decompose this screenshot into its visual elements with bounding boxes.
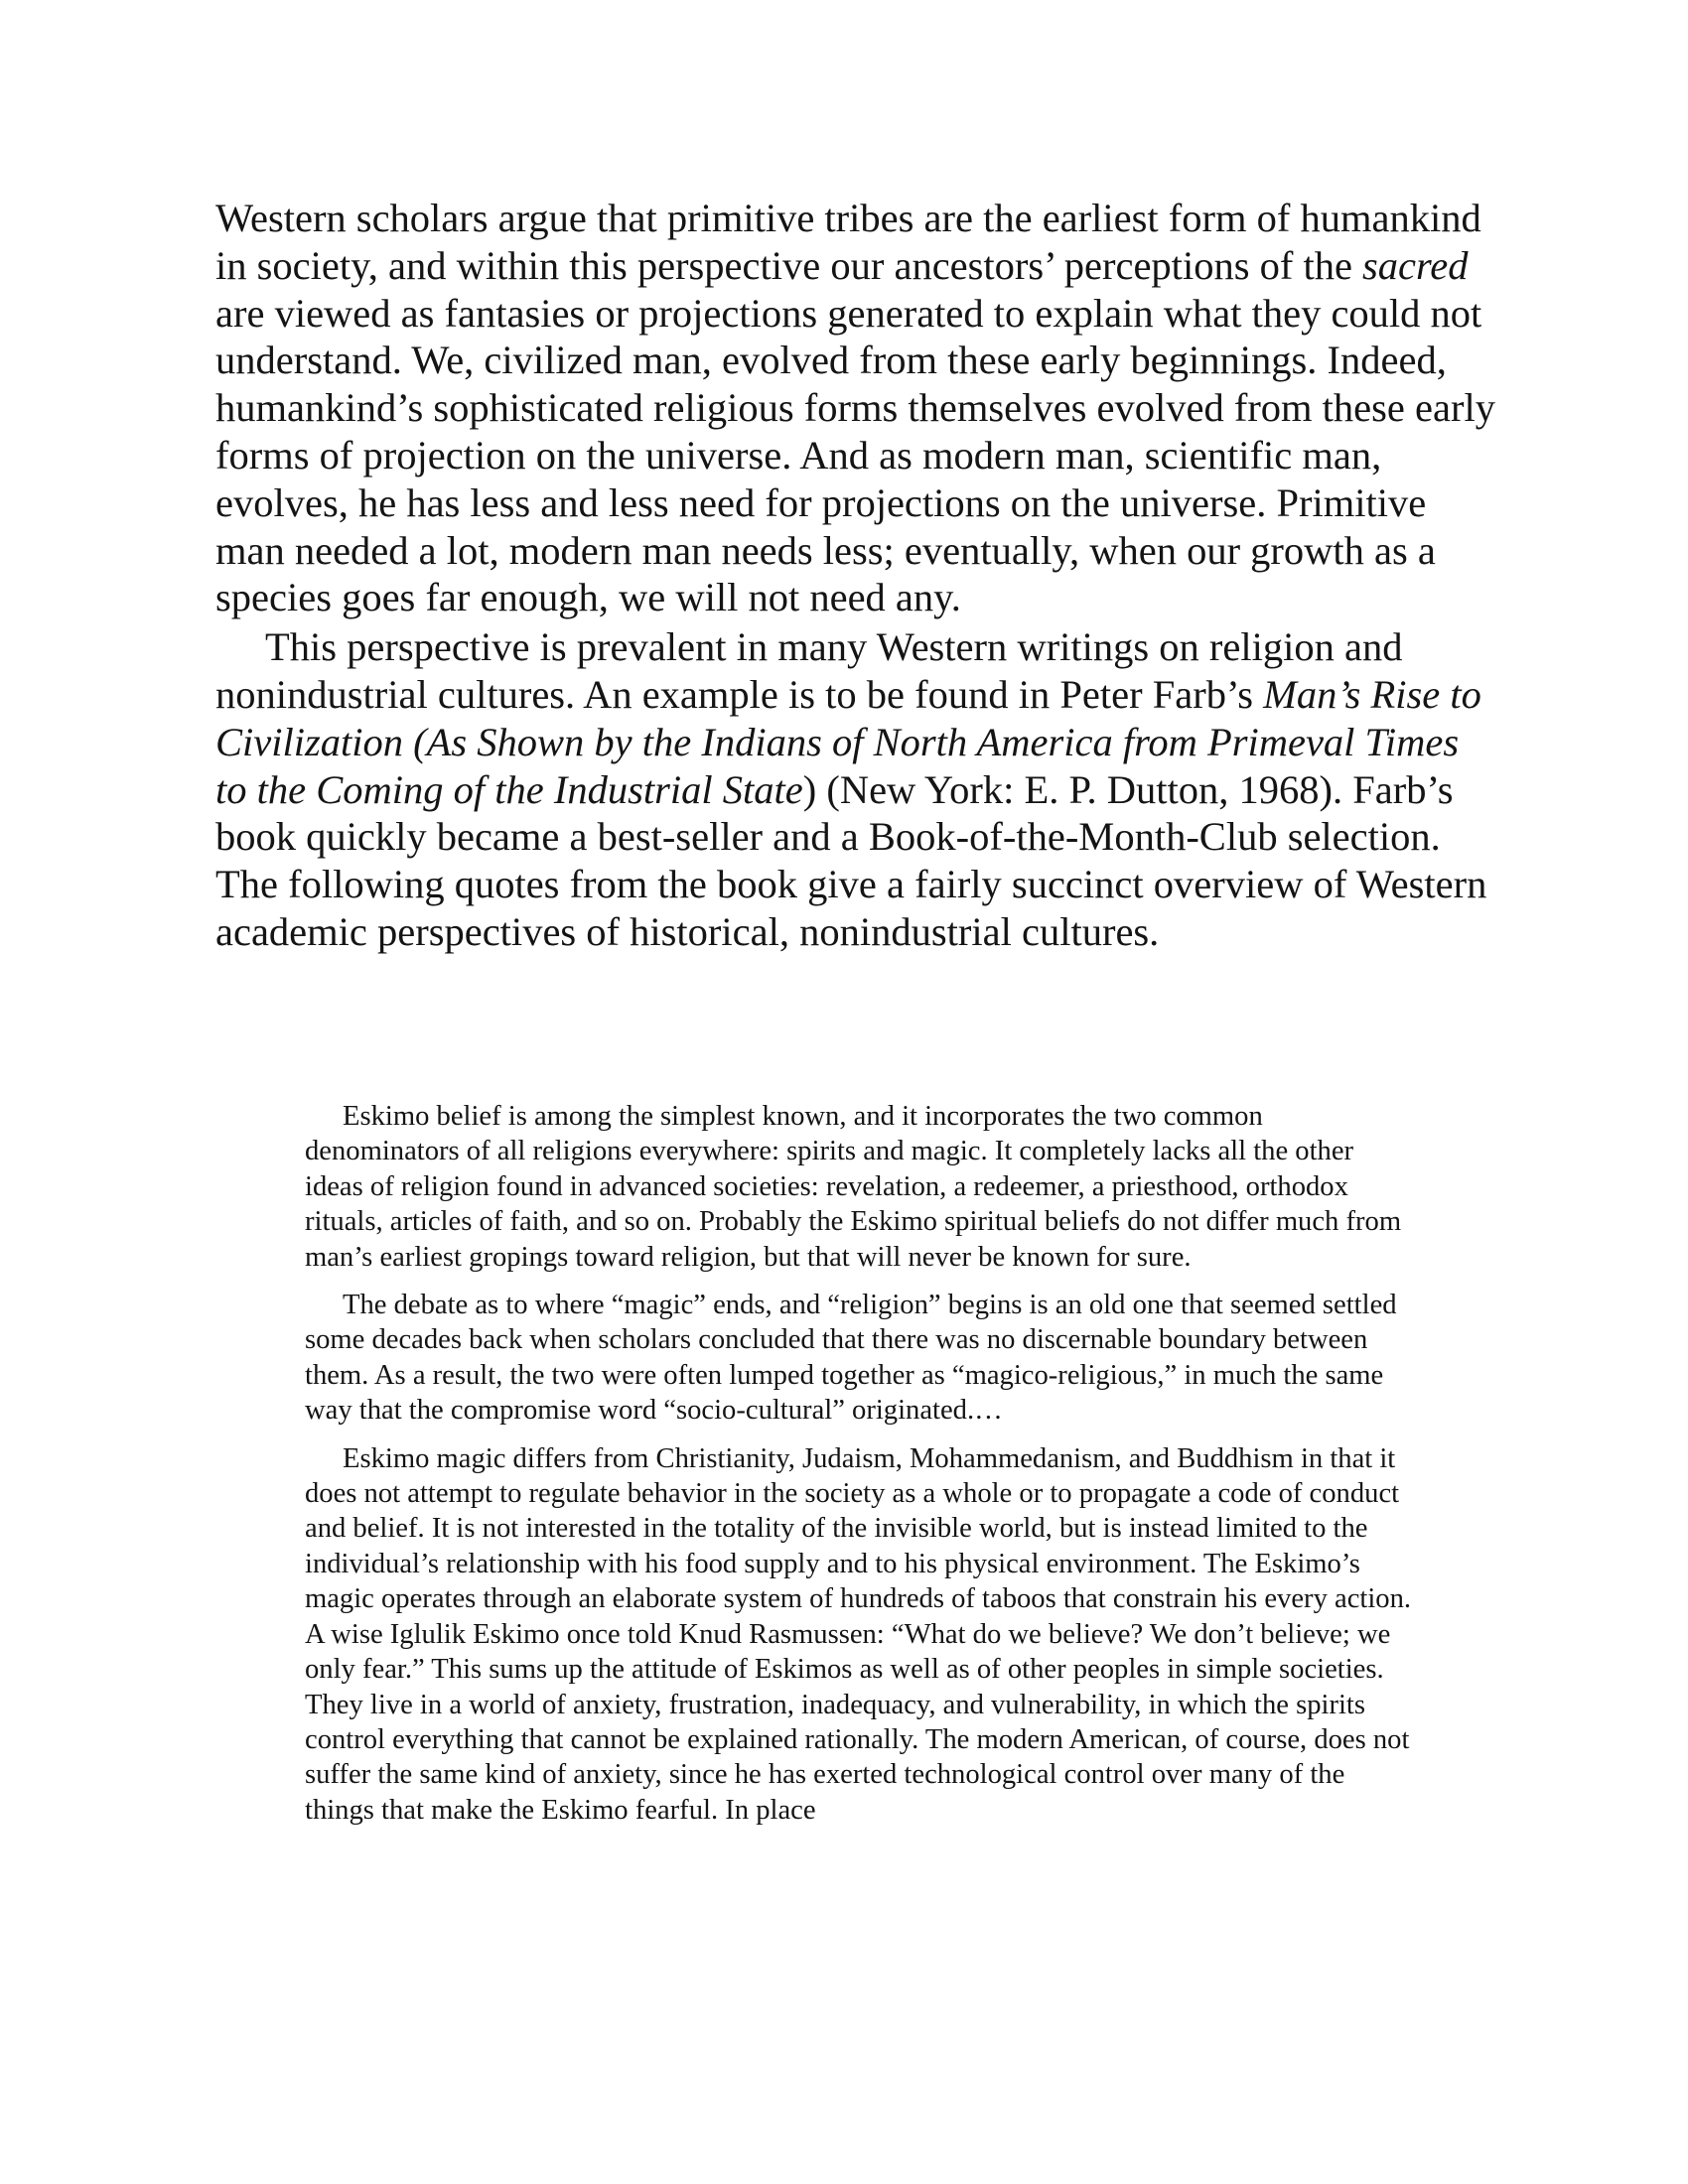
paragraph-1-text-b: are viewed as fantasies or projections generated to explain what they could not understand. We, civilized man, evolved from these early beginnings. Indeed, humankind’s sophisticated religious forms themselves evolved from these early forms of projection on the universe. And as modern man, scientific man, evolves, he has less and less need for projections on the universe. Primitive man needed a lot, modern man needs less; eventually, when our growth as a species goes far enough, we will not need any. <box>215 290 1495 620</box>
paragraph-2 <box>215 623 1496 956</box>
quote-paragraph-3: Eskimo magic differs from Christianity, Judaism, Mohammedanism, and Buddhism in that it does not attempt to regulate behavior in the society as a whole or to propagate a code of conduct and belief. It is not interested in the totality of the invisible world, but is instead limited to the individual’s relationship with his food supply and to his physical environment. The Eskimo’s magic operates through an elaborate system of hundreds of taboos that constrain his every action. A wise Iglulik Eskimo once told Knud Rasmussen: “What do we believe? We don’t believe; we only fear.” This sums up the attitude of Eskimos as well as of other peoples in simple societies. They live in a world of anxiety, frustration, inadequacy, and vulnerability, in which the spirits control everything that cannot be explained rationally. The modern American, of course, does not suffer the same kind of anxiety, since he has exerted technological control over many of the things that make the Eskimo fearful. In place <box>305 1442 1412 1826</box>
paragraph-2-text-b: ) (New York: E. P. Dutton, 1968). Farb’s book quickly became a best-seller and a Book-of-the-Month-Club selection. The following quotes from the book give a fairly succinct overview of Western academic perspectives of historical, nonindustrial cultures. <box>215 766 1487 954</box>
paragraph-1 <box>215 195 1496 621</box>
block-quote <box>305 1099 1412 1841</box>
quote-paragraph-1: Eskimo belief is among the simplest known, and it incorporates the two common denominators of all religions everywhere: spirits and magic. It completely lacks all the other ideas of religion found in advanced societies: revelation, a redeemer, a priesthood, orthodox rituals, articles of faith, and so on. Probably the Eskimo spiritual beliefs do not differ much from man’s earliest gropings toward religion, but that will never be known for sure. <box>305 1101 1402 1273</box>
paragraph-1-italic: sacred <box>1362 242 1469 288</box>
quote-paragraph-2: The debate as to where “magic” ends, and “religion” begins is an old one that seemed settled some decades back when scholars concluded that there was no discernable boundary between them. As a result, the two were often lumped together as “magico-religious,” in much the same way that the compromise word “socio-cultural” originated.… <box>305 1290 1397 1427</box>
paragraph-2-text-a: This perspective is prevalent in many Western writings on religion and nonindustrial cultures. An example is to be found in Peter Farb’s <box>215 624 1403 717</box>
paragraph-1-text-a: Western scholars argue that primitive tribes are the earliest form of humankind in society, and within this perspective our ancestors’ perceptions of the <box>215 196 1481 288</box>
main-text <box>215 195 1496 956</box>
book-title-italic: Man’s Rise to Civilization (As Shown by the Indians of North America from Primeval Times to the Coming of the Industrial State <box>215 671 1481 812</box>
